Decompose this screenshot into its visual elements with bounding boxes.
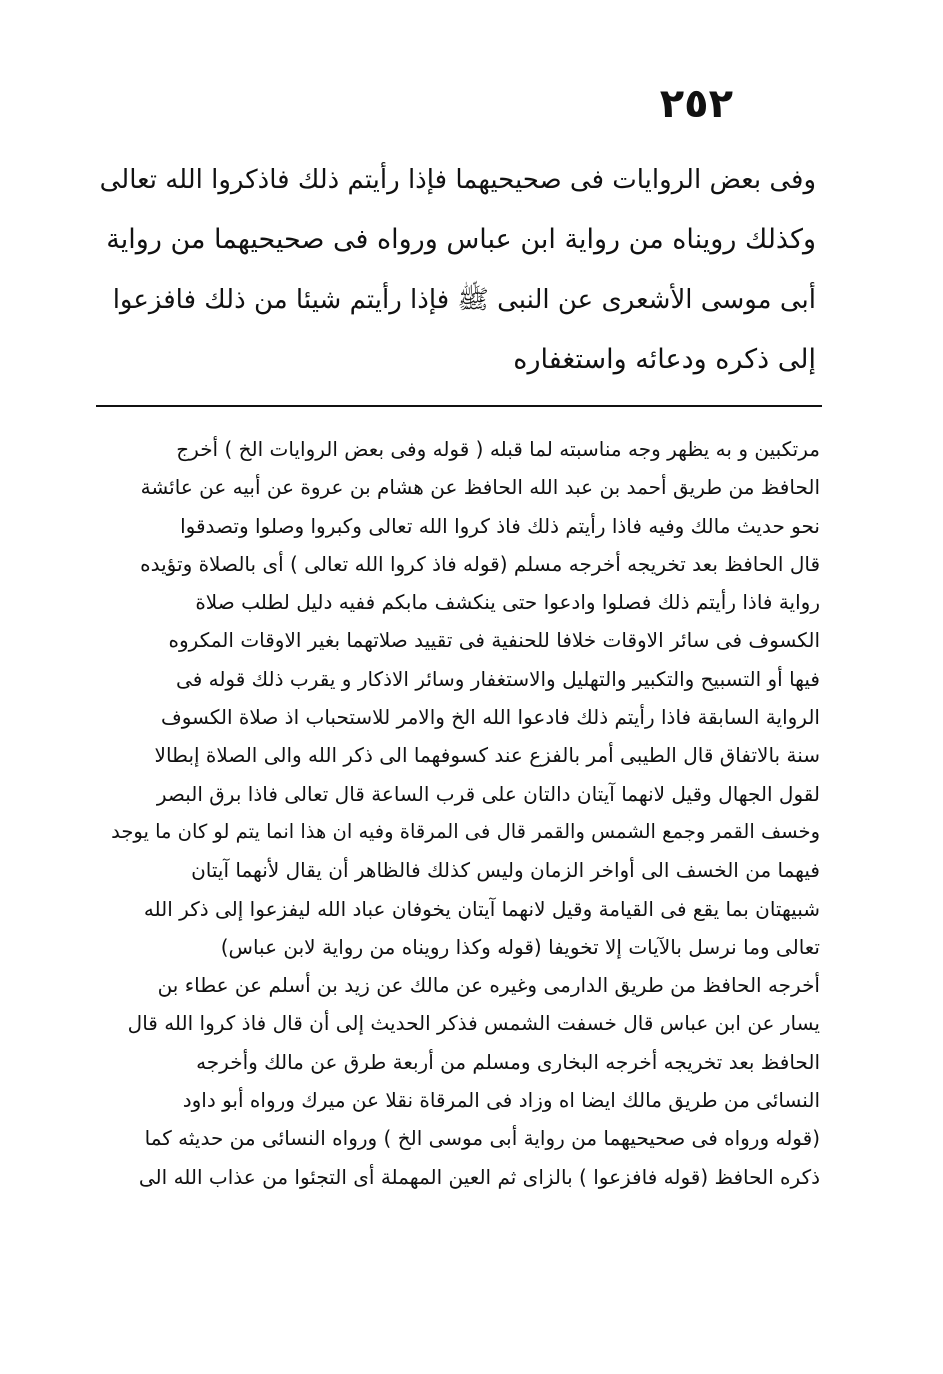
footnote-line: ذكره الحافظ (قوله فافزعوا ) بالزاى ثم العين المهملة أى التجئوا من عذاب الله الى: [138, 1164, 820, 1189]
page-number: ٢٥٢: [659, 81, 733, 127]
footnote-line: الحافظ بعد تخريجه أخرجه البخارى ومسلم من أربعة طرق عن مالك وأخرجه: [196, 1049, 820, 1074]
footnote-line: (قوله ورواه فى صحيحيهما من رواية أبى موسى الخ ) ورواه النسائى من حديثه كما: [144, 1126, 820, 1151]
footnote-line: الرواية السابقة فاذا رأيتم ذلك فادعوا الله الخ والامر للاستحباب اذ صلاة الكسوف: [160, 705, 820, 730]
main-text: [100, 150, 816, 390]
main-text-line: إلى ذكره ودعائه واستغفاره: [513, 344, 816, 375]
footnote-divider: [96, 405, 822, 407]
main-text-line: وكذلك رويناه من رواية ابن عباس ورواه فى صحيحيهما من رواية: [106, 224, 816, 255]
footnote-line: لقول الجهال وقيل لانهما آيتان دالتان على قرب الساعة قال تعالى فاذا برق البصر: [156, 781, 820, 806]
footnote-line: فيها أو التسبيح والتكبير والتهليل والاستغفار وسائر الاذكار و يقرب ذلك قوله فى: [176, 666, 820, 691]
footnote-line: تعالى وما نرسل بالآيات إلا تخويفا (قوله وكذا رويناه من رواية لابن عباس): [220, 934, 820, 959]
main-text-line: أبى موسى الأشعرى عن النبى ﷺ فإذا رأيتم شيئا من ذلك فافزعوا: [112, 285, 816, 315]
footnote-line: رواية فاذا رأيتم ذلك فصلوا وادعوا حتى ينكشف مابكم ففيه دليل لطلب صلاة: [195, 590, 820, 615]
footnote-line: وخسف القمر وجمع الشمس والقمر قال فى المرقاة وفيه ان هذا انما يتم لو كان ما يوجد: [111, 819, 820, 843]
main-text-line: وفى بعض الروايات فى صحيحيهما فإذا رأيتم ذلك فاذكروا الله تعالى: [100, 165, 816, 195]
footnote-line: أخرجه الحافظ من طريق الدارمى وغيره عن مالك عن زيد بن أسلم عن عطاء بن: [157, 973, 820, 998]
footnote-line: مرتكبين و به يظهر وجه مناسبته لما قبله ( قوله وفى بعض الروايات الخ ) أخرج: [176, 437, 820, 461]
footnote-line: سنة بالاتفاق قال الطيبى أمر بالفزع عند كسوفهما الى ذكر الله والى الصلاة إبطالا: [154, 743, 820, 768]
footnote-commentary: [96, 430, 820, 1196]
footnote-line: نحو حديث مالك وفيه فاذا رأيتم ذلك فاذ كروا الله تعالى وكبروا وصلوا وتصدقوا: [180, 513, 820, 538]
footnote-line: الكسوف فى سائر الاوقات خلافا للحنفية فى تقييد صلاتهما بغير الاوقات المكروه: [168, 628, 820, 653]
footnote-line: يسار عن ابن عباس قال خسفت الشمس فذكر الحديث إلى أن قال فاذ كروا الله قال: [127, 1011, 820, 1036]
footnote-line: فيهما من الخسف الى أواخر الزمان وليس كذلك فالظاهر أن يقال لأنهما آيتان: [191, 858, 820, 883]
footnote-line: شبيهتان بما يقع فى القيامة وقيل لانهما آيتان يخوفان عباد الله ليفزعوا إلى ذكر الله: [143, 896, 820, 921]
footnote-line: النسائى من طريق مالك ايضا اه وزاد فى المرقاة نقلا عن ميرك ورواه أبو داود: [182, 1088, 820, 1113]
footnote-line: قال الحافظ بعد تخريجه أخرجه مسلم (قوله فاذ كروا الله تعالى ) أى بالصلاة وتؤيده: [140, 551, 820, 576]
footnote-line: الحافظ من طريق أحمد بن عبد الله الحافظ عن هشام بن عروة عن أبيه عن عائشة: [140, 475, 820, 500]
